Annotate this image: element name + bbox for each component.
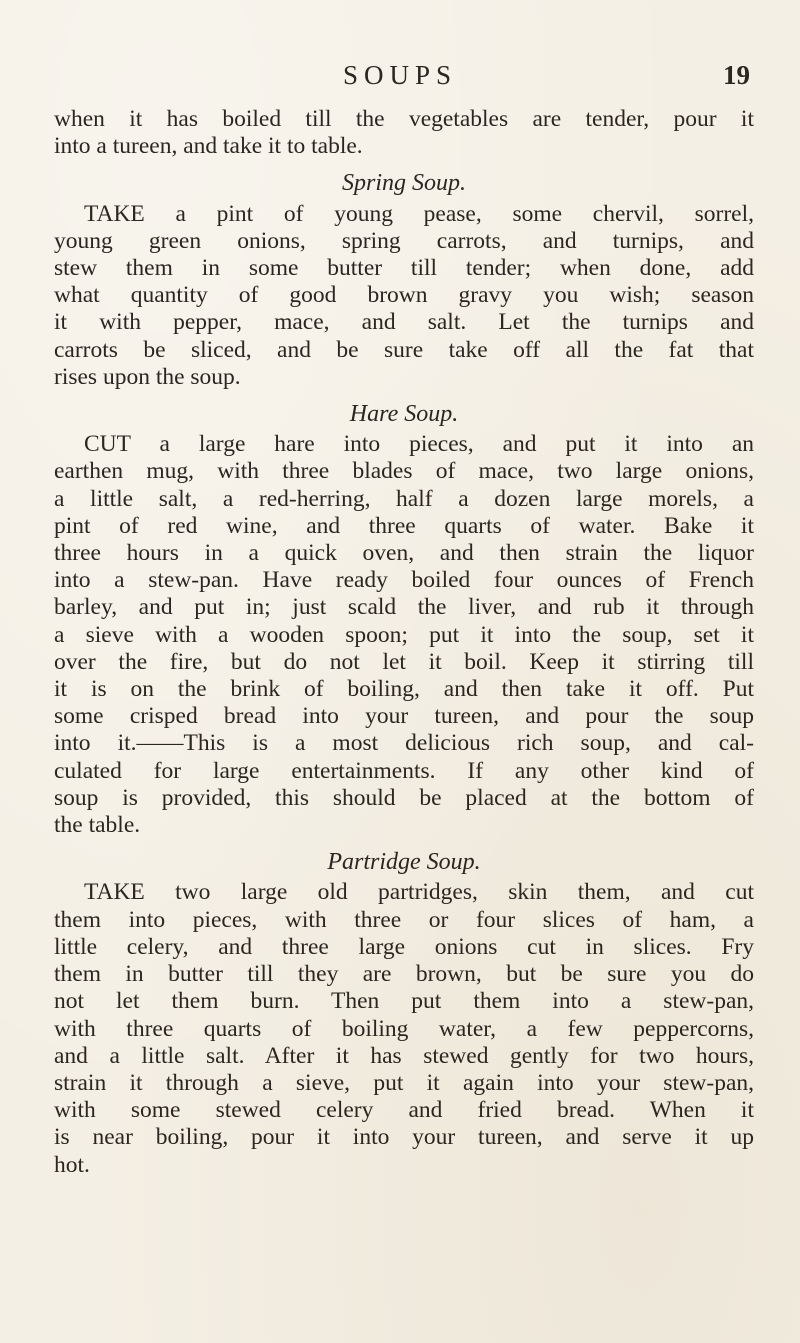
text-line: culated for large entertainments. If any other kind of bbox=[54, 757, 754, 784]
text-line: into it.——This is a most delicious rich soup, and cal- bbox=[54, 730, 754, 757]
text-line: into a stew-pan. Have ready boiled four ounces of French bbox=[54, 567, 754, 594]
text-line: what quantity of good brown gravy you wish; season bbox=[54, 282, 754, 309]
running-head bbox=[0, 60, 800, 100]
body-text bbox=[54, 106, 754, 1179]
text-line: TAKE a pint of young pease, some chervil, sorrel, bbox=[84, 200, 754, 227]
text-line: some crisped bread into your tureen, and pour the soup bbox=[54, 703, 754, 730]
text-line: CUT a large hare into pieces, and put it into an bbox=[84, 431, 754, 458]
text-line: over the fire, but do not let it boil. Keep it stirring till bbox=[54, 648, 754, 675]
text-line: the table. bbox=[54, 812, 141, 839]
text-line: it with pepper, mace, and salt. Let the turnips and bbox=[54, 309, 754, 336]
text-line: them into pieces, with three or four slices of ham, a bbox=[54, 906, 754, 933]
text-line: pint of red wine, and three quarts of water. Bake it bbox=[54, 512, 754, 539]
text-line: rises upon the soup. bbox=[54, 363, 241, 390]
text-line: earthen mug, with three blades of mace, two large onions, bbox=[54, 458, 754, 485]
text-line: a sieve with a wooden spoon; put it into the soup, set it bbox=[54, 621, 754, 648]
text-line: carrots be sliced, and be sure take off all the fat that bbox=[54, 336, 754, 363]
text-line: strain it through a sieve, put it again into your stew-pan, bbox=[54, 1069, 754, 1096]
text-line: a little salt, a red-herring, half a dozen large morels, a bbox=[54, 485, 754, 512]
text-line: soup is provided, this should be placed at the bottom of bbox=[54, 784, 754, 811]
recipe-heading-hare-soup: Hare Soup. bbox=[349, 401, 459, 428]
recipe-paragraph-spring-soup bbox=[54, 201, 754, 391]
page-number: 19 bbox=[723, 60, 750, 90]
recipe-heading-spring-soup: Spring Soup. bbox=[341, 170, 466, 197]
text-line: little celery, and three large onions cut in slices. Fry bbox=[54, 933, 754, 960]
text-line: TAKE two large old partridges, skin them, and cut bbox=[84, 879, 754, 906]
text-line: with some stewed celery and fried bread. When it bbox=[54, 1097, 754, 1124]
text-line: is near boiling, pour it into your tureen, and serve it up bbox=[54, 1124, 754, 1151]
text-line: into a tureen, and take it to table. bbox=[54, 133, 363, 160]
text-line: barley, and put in; just scald the liver, and rub it through bbox=[54, 594, 754, 621]
text-line: them in butter till they are brown, but be sure you do bbox=[54, 961, 754, 988]
recipe-heading-partridge-soup: Partridge Soup. bbox=[327, 849, 481, 876]
recipe-paragraph-hare-soup bbox=[54, 431, 754, 839]
text-line: young green onions, spring carrots, and turnips, and bbox=[54, 227, 754, 254]
recipe-paragraph-partridge-soup bbox=[54, 879, 754, 1178]
text-line: three hours in a quick oven, and then strain the liquor bbox=[54, 540, 754, 567]
intro-paragraph bbox=[54, 106, 754, 160]
running-title: SOUPS bbox=[342, 60, 458, 90]
text-line: it is on the brink of boiling, and then take it off. Put bbox=[54, 676, 754, 703]
text-line: not let them burn. Then put them into a stew-pan, bbox=[54, 988, 754, 1015]
text-line: stew them in some butter till tender; when done, add bbox=[54, 255, 754, 282]
text-line: hot. bbox=[54, 1151, 90, 1178]
text-line: when it has boiled till the vegetables are tender, pour it bbox=[54, 106, 754, 132]
text-line: and a little salt. After it has stewed gently for two hours, bbox=[54, 1042, 754, 1069]
text-line: with three quarts of boiling water, a few peppercorns, bbox=[54, 1015, 754, 1042]
